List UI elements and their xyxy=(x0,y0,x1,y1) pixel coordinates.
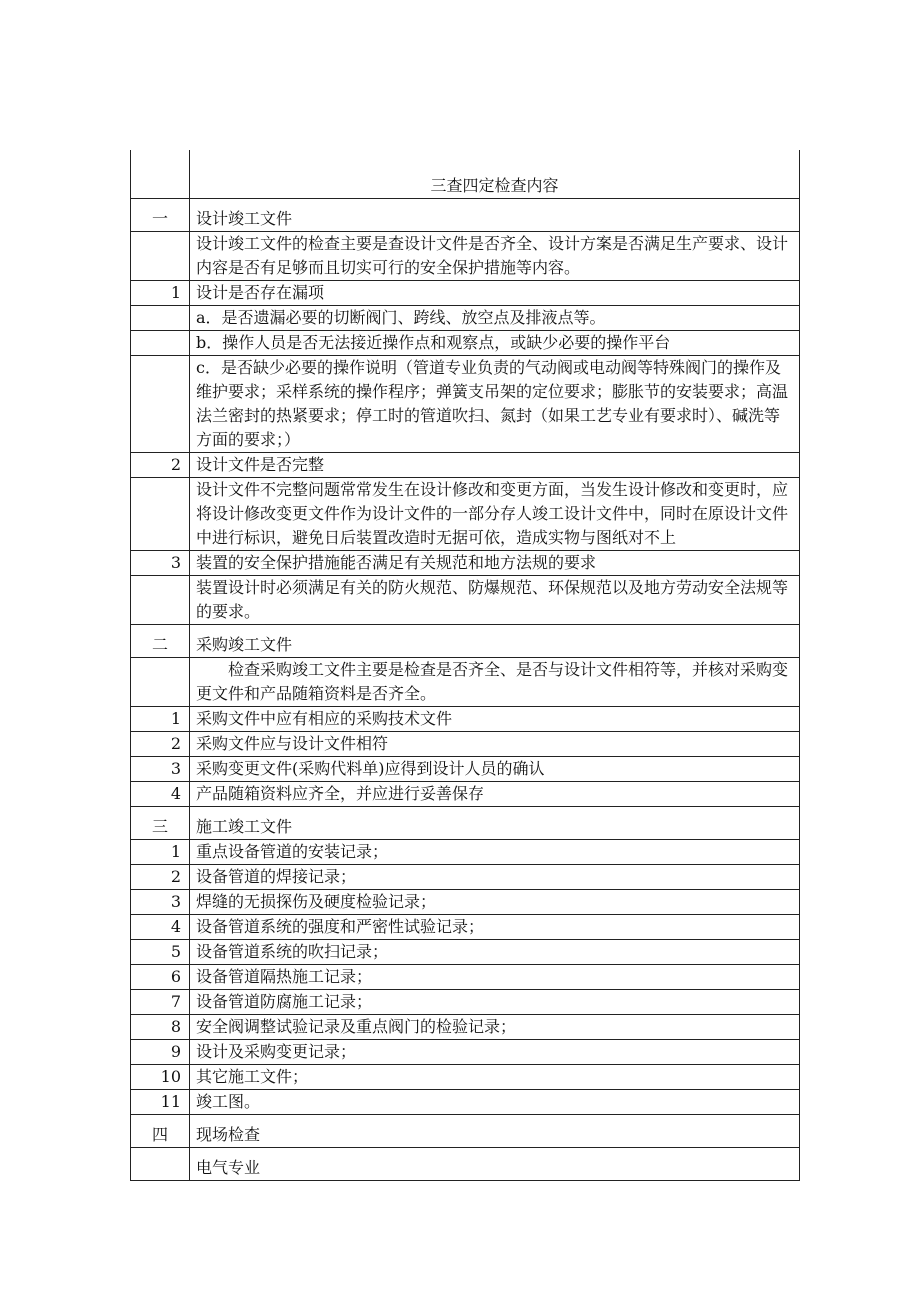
row-number xyxy=(131,576,190,625)
row-text: b．操作人员是否无法接近操作点和观察点，或缺少必要的操作平台 xyxy=(190,331,800,356)
table-row xyxy=(131,478,800,551)
table-row xyxy=(131,890,800,915)
row-text: 现场检查 xyxy=(190,1115,800,1148)
row-text: 设备管道系统的吹扫记录； xyxy=(190,940,800,965)
row-text: 设计及采购变更记录； xyxy=(190,1040,800,1065)
table-row xyxy=(131,1040,800,1065)
row-number xyxy=(131,658,190,707)
table-row xyxy=(131,707,800,732)
row-text: 产品随箱资料应齐全，并应进行妥善保存 xyxy=(190,782,800,807)
row-number: 10 xyxy=(131,1065,190,1090)
row-number: 8 xyxy=(131,1015,190,1040)
row-text: 设备管道系统的强度和严密性试验记录； xyxy=(190,915,800,940)
row-number: 1 xyxy=(131,281,190,306)
row-text: 焊缝的无损探伤及硬度检验记录； xyxy=(190,890,800,915)
page-title: 三查四定检查内容 xyxy=(190,150,800,199)
row-text: 装置的安全保护措施能否满足有关规范和地方法规的要求 xyxy=(190,551,800,576)
row-text: 电气专业 xyxy=(190,1148,800,1181)
row-text: 设计竣工文件的检查主要是查设计文件是否齐全、设计方案是否满足生产要求、设计内容是否有足够而且切实可行的安全保护措施等内容。 xyxy=(190,232,800,281)
row-number xyxy=(131,1148,190,1181)
row-text: 设备管道防腐施工记录； xyxy=(190,990,800,1015)
table-row xyxy=(131,1090,800,1115)
table-body xyxy=(131,150,800,1181)
row-text: 安全阀调整试验记录及重点阀门的检验记录； xyxy=(190,1015,800,1040)
row-text: 装置设计时必须满足有关的防火规范、防爆规范、环保规范以及地方劳动安全法规等的要求。 xyxy=(190,576,800,625)
table-row xyxy=(131,306,800,331)
row-number xyxy=(131,306,190,331)
row-text: 设备管道隔热施工记录； xyxy=(190,965,800,990)
row-number: 7 xyxy=(131,990,190,1015)
table-row xyxy=(131,576,800,625)
table-row xyxy=(131,1148,800,1181)
row-text: 采购变更文件(采购代料单)应得到设计人员的确认 xyxy=(190,757,800,782)
title-row xyxy=(131,150,800,199)
table-row xyxy=(131,940,800,965)
row-number: 2 xyxy=(131,865,190,890)
row-text: 重点设备管道的安装记录； xyxy=(190,840,800,865)
row-text: 采购文件应与设计文件相符 xyxy=(190,732,800,757)
row-number: 三 xyxy=(131,807,190,840)
row-text: 采购文件中应有相应的采购技术文件 xyxy=(190,707,800,732)
row-text: a．是否遗漏必要的切断阀门、跨线、放空点及排液点等。 xyxy=(190,306,800,331)
table-row xyxy=(131,281,800,306)
table-row xyxy=(131,915,800,940)
row-number: 3 xyxy=(131,890,190,915)
table-row xyxy=(131,1065,800,1090)
row-number: 一 xyxy=(131,199,190,232)
table-row xyxy=(131,625,800,658)
row-text: 设计是否存在漏项 xyxy=(190,281,800,306)
row-number: 2 xyxy=(131,732,190,757)
row-text: 竣工图。 xyxy=(190,1090,800,1115)
table-row xyxy=(131,865,800,890)
table-row xyxy=(131,732,800,757)
table-row xyxy=(131,840,800,865)
table-row xyxy=(131,453,800,478)
table-row xyxy=(131,990,800,1015)
table-row xyxy=(131,965,800,990)
row-number: 1 xyxy=(131,707,190,732)
row-number: 4 xyxy=(131,782,190,807)
row-text: 施工竣工文件 xyxy=(190,807,800,840)
table-row xyxy=(131,807,800,840)
row-text: 设计文件是否完整 xyxy=(190,453,800,478)
table-row xyxy=(131,551,800,576)
row-number: 四 xyxy=(131,1115,190,1148)
row-number: 二 xyxy=(131,625,190,658)
row-number: 9 xyxy=(131,1040,190,1065)
table-row xyxy=(131,356,800,453)
row-number: 11 xyxy=(131,1090,190,1115)
row-text: 设备管道的焊接记录； xyxy=(190,865,800,890)
table-row xyxy=(131,1115,800,1148)
row-text: 设计竣工文件 xyxy=(190,199,800,232)
row-number: 2 xyxy=(131,453,190,478)
row-number: 4 xyxy=(131,915,190,940)
row-number xyxy=(131,331,190,356)
table-row xyxy=(131,658,800,707)
table-row xyxy=(131,757,800,782)
row-number: 6 xyxy=(131,965,190,990)
table-row xyxy=(131,331,800,356)
row-number: 3 xyxy=(131,551,190,576)
row-text: 检查采购竣工文件主要是检查是否齐全、是否与设计文件相符等，并核对采购变更文件和产品随箱资料是否齐全。 xyxy=(190,658,800,707)
row-text: c．是否缺少必要的操作说明（管道专业负责的气动阀或电动阀等特殊阀门的操作及维护要求；采样系统的操作程序；弹簧支吊架的定位要求；膨胀节的安装要求；高温法兰密封的热紧要求；停工时的管道吹扫、氮封（如果工艺专业有要求时）、碱洗等方面的要求；） xyxy=(190,356,800,453)
row-text: 设计文件不完整问题常常发生在设计修改和变更方面，当发生设计修改和变更时，应将设计修改变更文件作为设计文件的一部分存人竣工设计文件中，同时在原设计文件中进行标识，避免日后装置改造时无据可依，造成实物与图纸对不上 xyxy=(190,478,800,551)
table-row xyxy=(131,1015,800,1040)
row-number: 1 xyxy=(131,840,190,865)
title-num-cell xyxy=(131,150,190,199)
row-text: 其它施工文件； xyxy=(190,1065,800,1090)
table-row xyxy=(131,232,800,281)
row-number xyxy=(131,478,190,551)
row-number: 5 xyxy=(131,940,190,965)
table-row xyxy=(131,199,800,232)
inspection-table xyxy=(130,150,800,1181)
row-number xyxy=(131,232,190,281)
row-number xyxy=(131,356,190,453)
table-row xyxy=(131,782,800,807)
row-text: 采购竣工文件 xyxy=(190,625,800,658)
row-number: 3 xyxy=(131,757,190,782)
